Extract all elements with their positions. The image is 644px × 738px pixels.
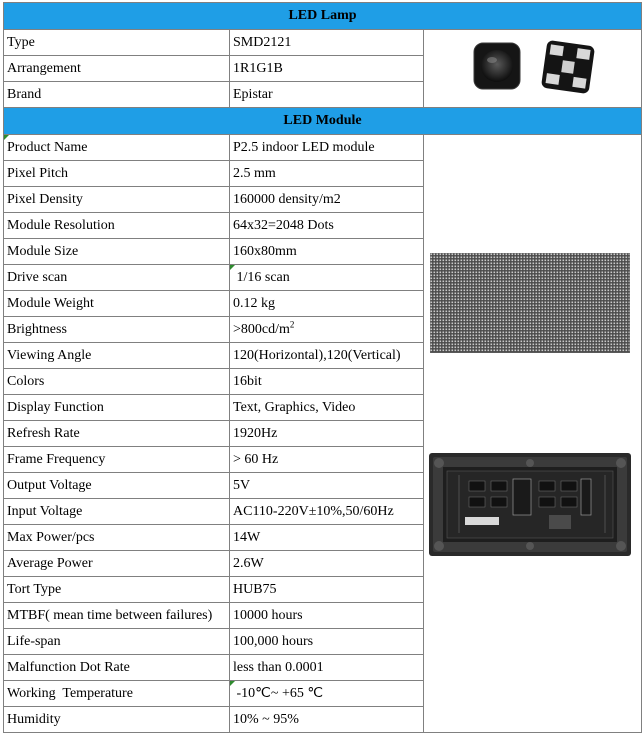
output-voltage-value: 5V [230,473,424,499]
working-temperature-value [230,681,424,707]
refresh-rate-label: Refresh Rate [4,421,230,447]
mtbf-value: 10000 hours [230,603,424,629]
table-row [4,135,642,161]
output-voltage-label: Output Voltage [4,473,230,499]
drive-scan-value [230,265,424,291]
cell-marker [230,681,235,686]
lamp-brand-value: Epistar [230,82,424,108]
cell-marker [4,135,9,140]
drive-scan-label: Drive scan [4,265,230,291]
module-weight-label: Module Weight [4,291,230,317]
lamp-brand-label: Brand [4,82,230,108]
tort-type-label: Tort Type [4,577,230,603]
colors-value: 16bit [230,369,424,395]
brightness-value [230,317,424,343]
pixel-density-value: 160000 density/m2 [230,187,424,213]
life-span-label: Life-span [4,629,230,655]
lamp-type-label: Type [4,30,230,56]
module-image-cell [424,135,642,733]
table-row [4,30,642,56]
module-resolution-label: Module Resolution [4,213,230,239]
lamp-image-cell [424,30,642,108]
module-resolution-value: 64x32=2048 Dots [230,213,424,239]
module-weight-value: 0.12 kg [230,291,424,317]
frame-frequency-value: > 60 Hz [230,447,424,473]
mtbf-label: MTBF( mean time between failures) [4,603,230,629]
malfunction-dot-rate-label: Malfunction Dot Rate [4,655,230,681]
brightness-unit-exponent: 2 [289,319,295,330]
refresh-rate-value: 1920Hz [230,421,424,447]
max-power-value: 14W [230,525,424,551]
module-front-image [430,253,630,353]
life-span-value: 100,000 hours [230,629,424,655]
display-function-value: Text, Graphics, Video [230,395,424,421]
average-power-value: 2.6W [230,551,424,577]
module-size-value: 160x80mm [230,239,424,265]
brightness-label: Brightness [4,317,230,343]
lamp-chip-image [472,35,602,101]
product-name-value: P2.5 indoor LED module [230,135,424,161]
viewing-angle-label: Viewing Angle [4,343,230,369]
lamp-type-value: SMD2121 [230,30,424,56]
working-temperature-label: Working Temperature [4,681,230,707]
malfunction-dot-rate-value: less than 0.0001 [230,655,424,681]
module-back-image [429,453,631,556]
drive-scan-value-text: 1/16 scan [233,270,290,285]
tort-type-value: HUB75 [230,577,424,603]
product-name-label [4,135,230,161]
product-name-label-text: Product Name [7,140,88,155]
spec-table [3,2,642,733]
module-section-header [4,108,642,135]
working-temperature-value-text: -10℃~ +65 ℃ [233,686,324,701]
viewing-angle-value: 120(Horizontal),120(Vertical) [230,343,424,369]
input-voltage-value: AC110-220V±10%,50/60Hz [230,499,424,525]
pixel-pitch-value: 2.5 mm [230,161,424,187]
module-header-title: LED Module [4,108,642,135]
display-function-label: Display Function [4,395,230,421]
colors-label: Colors [4,369,230,395]
input-voltage-label: Input Voltage [4,499,230,525]
lamp-section-header [4,3,642,30]
brightness-value-text: >800cd/m [233,322,290,337]
humidity-label: Humidity [4,707,230,733]
pixel-pitch-label: Pixel Pitch [4,161,230,187]
lamp-arrangement-label: Arrangement [4,56,230,82]
spec-sheet [3,2,641,736]
max-power-label: Max Power/pcs [4,525,230,551]
module-size-label: Module Size [4,239,230,265]
humidity-value: 10% ~ 95% [230,707,424,733]
frame-frequency-label: Frame Frequency [4,447,230,473]
lamp-header-title: LED Lamp [4,3,642,30]
cell-marker [230,265,235,270]
lamp-arrangement-value: 1R1G1B [230,56,424,82]
pixel-density-label: Pixel Density [4,187,230,213]
average-power-label: Average Power [4,551,230,577]
